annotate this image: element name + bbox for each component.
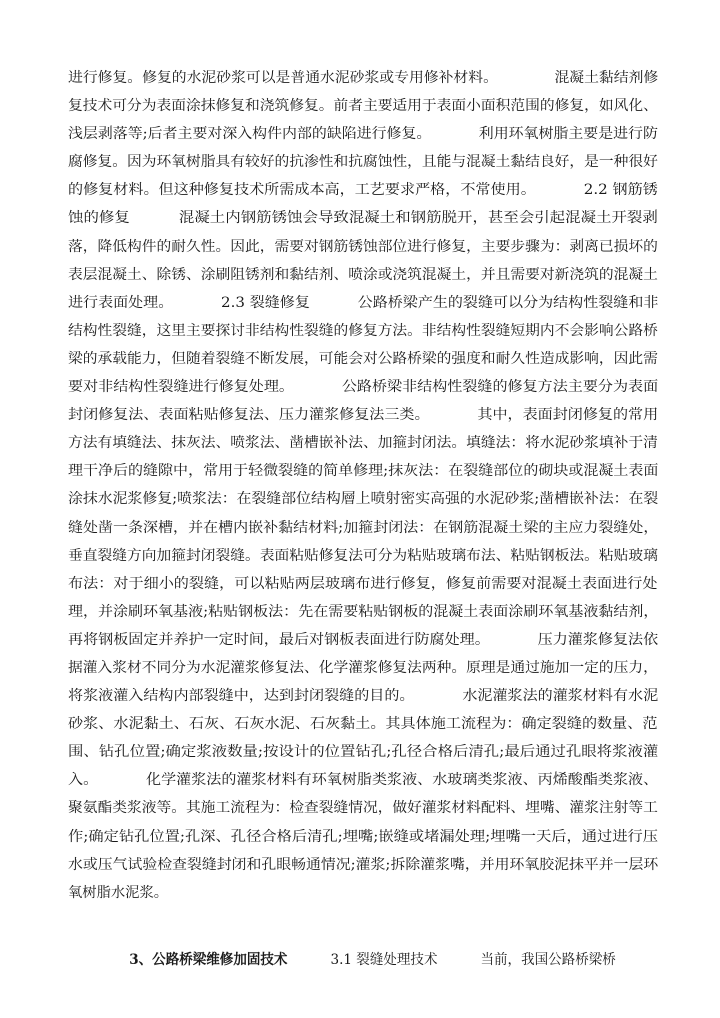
- text-line: 作;确定钻孔位置;孔深、孔径合格后清孔;埋嘴;嵌缝或堵漏处理;埋嘴一天后，通过进行压: [68, 828, 659, 845]
- text-line: 进行表面处理。 2.3 裂缝修复 公路桥梁产生的裂缝可以分为结构性裂缝和非: [68, 294, 659, 311]
- text-line: 浅层剥落等;后者主要对深入构件内部的缺陷进行修复。 利用环氧树脂主要是进行防: [68, 126, 658, 143]
- text-line: 水或压气试验检查裂缝封闭和孔眼畅通情况;灌浆;拆除灌浆嘴，并用环氧胶泥抹平并一层环: [68, 856, 659, 873]
- body-text: [68, 64, 658, 907]
- text-line: 理干净后的缝隙中，常用于轻微裂缝的简单修理;抹灰法：在裂缝部位的砌块或混凝土表面: [68, 463, 659, 480]
- section-heading-line: [112, 918, 642, 968]
- text-line: 聚氨酯类浆液等。其施工流程为：检查裂缝情况，做好灌浆材料配料、埋嘴、灌浆注射等工: [68, 800, 658, 817]
- text-line: 复技术可分为表面涂抹修复和浇筑修复。前者主要适用于表面小面积范围的修复，如风化、: [68, 98, 658, 115]
- text-line: 垂直裂缝方向加箍封闭裂缝。表面粘贴修复法可分为粘贴玻璃布法、粘贴钢板法。粘贴玻璃: [68, 547, 658, 564]
- text-line: 围、钻孔位置;确定浆液数量;按设计的位置钻孔;孔径合格后清孔;最后通过孔眼将浆液灌: [68, 744, 659, 761]
- text-line: 涂抹水泥浆修复;喷浆法：在裂缝部位结构層上喷射密实高强的水泥砂浆;凿槽嵌补法：在裂: [68, 491, 659, 508]
- text-line: 据灌入浆材不同分为水泥灌浆修复法、化学灌浆修复法两种。原理是通过施加一定的压力，: [68, 659, 658, 676]
- text-line: 将浆液灌入结构内部裂缝中，达到封闭裂缝的目的。 水泥灌浆法的灌浆材料有水泥: [68, 688, 659, 705]
- text-line: 表层混凝土、除锈、涂刷阻锈剂和黏结剂、喷涂或浇筑混凝土，并且需要对新浇筑的混凝土: [68, 266, 658, 283]
- text-line: 再将钢板固定并养护一定时间，最后对钢板表面进行防腐处理。 压力灌浆修复法依: [68, 631, 659, 648]
- text-line: 氧树脂水泥浆。: [68, 884, 169, 901]
- section-heading-continuation: 3.1 裂缝处理技术 当前，我国公路桥梁桥: [287, 952, 616, 968]
- text-line: 缝处凿一条深槽，并在槽内嵌补黏结材料;加箍封闭法：在钢筋混凝土梁的主应力裂缝处，: [68, 519, 659, 536]
- text-line: 结构性裂缝，这里主要探讨非结构性裂缝的修复方法。非结构性裂缝短期内不会影响公路桥: [68, 322, 658, 339]
- text-line: 落，降低构件的耐久性。因此，需要对钢筋锈蚀部位进行修复，主要步骤为：剥离已损坏的: [68, 238, 658, 255]
- text-line: 封闭修复法、表面粘贴修复法、压力灌浆修复法三类。 其中，表面封闭修复的常用: [68, 407, 659, 424]
- text-line: 理，并涂刷环氧基液;粘贴钢板法：先在需要粘贴钢板的混凝土表面涂刷环氧基液黏结剂，: [68, 603, 659, 620]
- text-line: 腐修复。因为环氧树脂具有较好的抗渗性和抗腐蚀性，且能与混凝土黏结良好，是一种很好: [68, 154, 658, 171]
- text-line: 进行修复。修复的水泥砂浆可以是普通水泥砂浆或专用修补材料。 混凝土黏结剂修: [68, 70, 659, 86]
- text-line: 入。 化学灌浆法的灌浆材料有环氧树脂类浆液、水玻璃类浆液、丙烯酸酯类浆液、: [68, 772, 659, 789]
- text-line: 梁的承载能力，但随着裂缝不断发展，可能会对公路桥梁的强度和耐久性造成影响，因此需: [68, 350, 658, 367]
- text-line: 方法有填缝法、抹灰法、喷浆法、凿槽嵌补法、加箍封闭法。填缝法：将水泥砂浆填补于清: [68, 435, 658, 452]
- text-line: 要对非结构性裂缝进行修复处理。 公路桥梁非结构性裂缝的修复方法主要分为表面: [68, 379, 659, 396]
- text-line: 砂浆、水泥黏土、石灰、石灰水泥、石灰黏土。其具体施工流程为：确定裂缝的数量、范: [68, 716, 658, 733]
- section-heading: 3、公路桥梁维修加固技术: [129, 952, 288, 968]
- text-line: 的修复材料。但这种修复技术所需成本高，工艺要求严格，不常使用。 2.2 钢筋锈: [68, 182, 658, 199]
- text-line: 布法：对于细小的裂缝，可以粘贴两层玻璃布进行修复，修复前需要对混凝土表面进行处: [68, 575, 658, 592]
- text-line: 蚀的修复 混凝土内钢筋锈蚀会导致混凝土和钢筋脱开，甚至会引起混凝土开裂剥: [68, 210, 658, 227]
